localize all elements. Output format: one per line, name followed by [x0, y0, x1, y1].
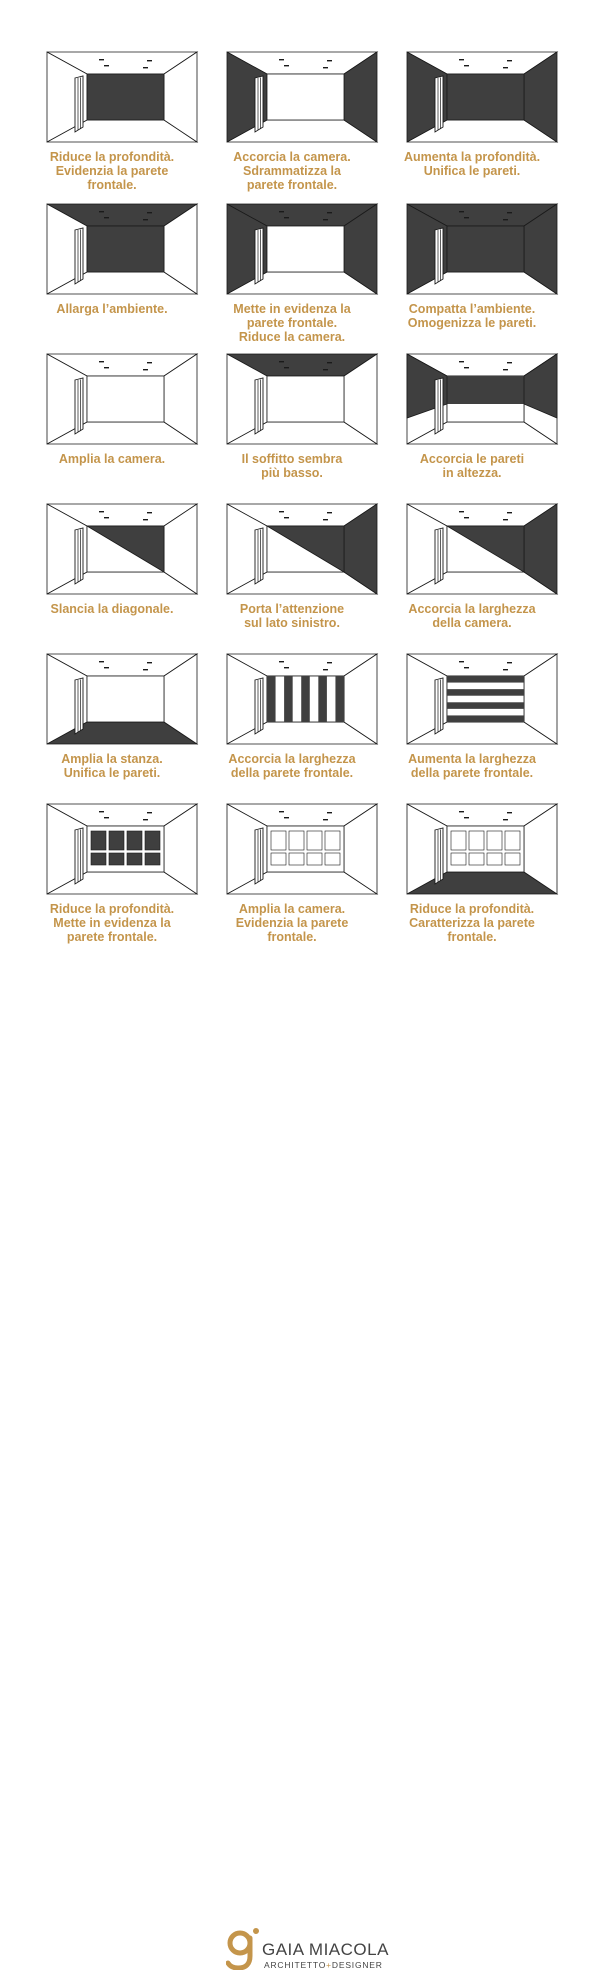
room-caption: Compatta l’ambiente. Omogenizza le pareti. — [407, 302, 537, 330]
door-icon — [255, 228, 263, 284]
ceiling-light-icon — [327, 362, 332, 363]
brand-name: GAIA MIACOLA — [262, 1940, 389, 1959]
room-diagram-grid — [0, 0, 612, 960]
wall-panel — [307, 831, 322, 850]
room-caption: Il soffitto sembra più basso. — [241, 452, 343, 480]
back-wall — [267, 74, 344, 120]
wall-panel — [127, 853, 142, 865]
room-caption: Mette in evidenza la parete frontale. Riduce la camera. — [233, 302, 351, 344]
ceiling-light-icon — [147, 212, 152, 213]
back-wall — [447, 676, 524, 722]
room-diagram-1 — [10, 0, 214, 192]
ceiling-light-icon — [327, 662, 332, 663]
wall-panel — [271, 831, 286, 850]
ceiling-light-icon — [323, 669, 328, 670]
door-icon — [435, 76, 443, 132]
room-diagram-10 — [10, 452, 214, 616]
room-illustration — [227, 654, 377, 744]
ceiling-light-icon — [104, 367, 109, 368]
room-caption: Accorcia le pareti in altezza. — [419, 452, 525, 480]
ceiling-light-icon — [284, 667, 289, 668]
room-diagram-17 — [190, 752, 394, 944]
room-diagram-16 — [10, 752, 214, 944]
wall-panel — [325, 853, 340, 865]
brand-sub-separator: + — [326, 1960, 332, 1970]
door-icon — [255, 76, 263, 132]
back-wall — [87, 376, 164, 422]
door-icon — [75, 678, 83, 734]
door-icon — [75, 828, 83, 884]
ceiling-light-icon — [459, 511, 464, 512]
ceiling-light-icon — [147, 60, 152, 61]
room-diagram-12 — [370, 452, 574, 630]
wall-panel — [325, 831, 340, 850]
ceiling-light-icon — [284, 817, 289, 818]
room-caption: Amplia la stanza. Unifica le pareti. — [61, 752, 163, 780]
room-diagram-14 — [190, 602, 394, 780]
ceiling-light-icon — [99, 361, 104, 362]
brand-subtitle — [264, 1960, 383, 1970]
wall-panel — [487, 853, 502, 865]
ceiling-light-icon — [104, 667, 109, 668]
door-icon — [255, 828, 263, 884]
wall-panel — [505, 853, 520, 865]
ceiling-light-icon — [464, 367, 469, 368]
door-icon — [255, 528, 263, 584]
brand-logo-icon — [226, 1926, 262, 1970]
room-illustration — [47, 52, 197, 142]
wall-panel — [451, 831, 466, 850]
ceiling-light-icon — [323, 369, 328, 370]
ceiling-light-icon — [143, 67, 148, 68]
room-diagram-15 — [370, 602, 574, 780]
vertical-stripe — [267, 676, 276, 722]
ceiling-light-icon — [143, 819, 148, 820]
room-illustration — [407, 654, 557, 744]
ceiling-light-icon — [279, 211, 284, 212]
ceiling-light-icon — [464, 65, 469, 66]
room-diagram-13 — [10, 602, 214, 780]
room-caption: Slancia la diagonale. — [50, 602, 174, 616]
back-wall — [267, 226, 344, 272]
room-illustration — [227, 204, 377, 294]
door-icon — [435, 678, 443, 734]
ceiling-light-icon — [459, 361, 464, 362]
room-illustration — [47, 804, 197, 894]
door-icon — [75, 76, 83, 132]
door-icon — [75, 378, 83, 434]
room-caption: Porta l’attenzione sul lato sinistro. — [239, 602, 345, 630]
brand-sub-left: ARCHITETTO — [264, 1960, 327, 1970]
ceiling-light-icon — [143, 369, 148, 370]
ceiling-light-icon — [507, 812, 512, 813]
ceiling-light-icon — [99, 59, 104, 60]
room-caption: Aumenta la profondità. Unifica le pareti. — [403, 150, 541, 178]
ceiling-light-icon — [147, 362, 152, 363]
room-diagram-7 — [10, 302, 214, 466]
wall-panel — [289, 853, 304, 865]
wall-panel — [451, 853, 466, 865]
ceiling-light-icon — [99, 511, 104, 512]
ceiling-light-icon — [503, 67, 508, 68]
ceiling-light-icon — [143, 669, 148, 670]
ceiling-light-icon — [507, 662, 512, 663]
ceiling-light-icon — [464, 217, 469, 218]
room-diagram-3 — [370, 0, 574, 178]
vertical-stripe — [284, 676, 293, 722]
room-illustration — [407, 204, 557, 294]
wall-panel — [469, 853, 484, 865]
ceiling-light-icon — [323, 819, 328, 820]
horizontal-stripe — [447, 715, 524, 722]
wall-panel — [109, 831, 124, 850]
ceiling-light-icon — [104, 817, 109, 818]
back-wall — [87, 676, 164, 722]
horizontal-stripe — [447, 689, 524, 696]
ceiling-light-icon — [279, 59, 284, 60]
room-illustration — [47, 654, 197, 744]
wall-panel — [109, 853, 124, 865]
ceiling-light-icon — [284, 517, 289, 518]
room-caption: Accorcia la larghezza della camera. — [408, 602, 536, 630]
ceiling-light-icon — [143, 219, 148, 220]
ceiling-light-icon — [323, 219, 328, 220]
room-illustration — [227, 804, 377, 894]
ceiling-light-icon — [327, 212, 332, 213]
ceiling-light-icon — [279, 361, 284, 362]
ceiling-light-icon — [503, 669, 508, 670]
wall-panel — [307, 853, 322, 865]
ceiling-light-icon — [507, 512, 512, 513]
room-caption: Amplia la camera. — [58, 452, 166, 466]
room-diagram-6 — [370, 152, 574, 330]
ceiling-light-icon — [327, 60, 332, 61]
door-icon — [435, 528, 443, 584]
ceiling-light-icon — [284, 367, 289, 368]
ceiling-light-icon — [464, 667, 469, 668]
ceiling-light-icon — [99, 211, 104, 212]
ceiling-light-icon — [464, 517, 469, 518]
wall-panel — [289, 831, 304, 850]
ceiling-light-icon — [99, 811, 104, 812]
wall-panel — [271, 853, 286, 865]
room-illustration — [407, 804, 557, 894]
ceiling-light-icon — [507, 362, 512, 363]
wall-panel — [91, 853, 106, 865]
room-diagram-2 — [190, 0, 394, 192]
room-illustration — [227, 52, 377, 142]
room-caption: Riduce la profondità. Mette in evidenza la parete frontale. — [49, 902, 175, 944]
room-caption: Aumenta la larghezza della parete frontale. — [408, 752, 536, 780]
wall-panel — [145, 853, 160, 865]
ceiling-light-icon — [147, 512, 152, 513]
room-illustration — [407, 52, 557, 142]
wall-panel — [145, 831, 160, 850]
ceiling-light-icon — [323, 67, 328, 68]
ceiling-light-icon — [459, 811, 464, 812]
room-illustration — [47, 204, 197, 294]
ceiling-light-icon — [459, 59, 464, 60]
ceiling-light-icon — [104, 517, 109, 518]
room-caption: Amplia la camera. Evidenzia la parete frontale. — [235, 902, 349, 944]
ceiling-light-icon — [147, 662, 152, 663]
room-caption: Riduce la profondità. Caratterizza la parete frontale. — [409, 902, 535, 944]
ceiling-light-icon — [503, 519, 508, 520]
room-caption: Accorcia la larghezza della parete frontale. — [228, 752, 356, 780]
ceiling-light-icon — [464, 817, 469, 818]
vertical-stripe — [301, 676, 310, 722]
back-wall-band — [447, 376, 524, 404]
horizontal-stripe — [447, 676, 524, 683]
room-diagram-18 — [370, 752, 574, 944]
room-illustration — [407, 504, 557, 594]
room-diagram-4 — [10, 152, 214, 316]
ceiling-light-icon — [323, 519, 328, 520]
room-illustration — [407, 354, 557, 444]
back-wall — [87, 74, 164, 120]
vertical-stripe — [335, 676, 344, 722]
door-icon — [75, 528, 83, 584]
ceiling-light-icon — [279, 811, 284, 812]
room-illustration — [47, 354, 197, 444]
room-caption: Allarga l’ambiente. — [56, 302, 168, 316]
room-diagram-5 — [190, 152, 394, 344]
wall-panel — [487, 831, 502, 850]
room-caption: Riduce la profondità. Evidenzia la parete frontale. — [49, 150, 175, 192]
room-illustration — [47, 504, 197, 594]
ceiling-light-icon — [507, 60, 512, 61]
ceiling-light-icon — [279, 511, 284, 512]
vertical-stripe — [318, 676, 327, 722]
wall-panel — [505, 831, 520, 850]
back-wall — [447, 226, 524, 272]
ceiling-light-icon — [459, 211, 464, 212]
wall-panel — [469, 831, 484, 850]
ceiling-light-icon — [507, 212, 512, 213]
ceiling-light-icon — [459, 661, 464, 662]
wall-panel — [127, 831, 142, 850]
brand-sub-right: DESIGNER — [331, 1960, 383, 1970]
ceiling-light-icon — [503, 219, 508, 220]
door-icon — [75, 228, 83, 284]
ceiling-light-icon — [327, 812, 332, 813]
door-icon — [255, 378, 263, 434]
ceiling-light-icon — [143, 519, 148, 520]
room-diagram-8 — [190, 302, 394, 480]
door-icon — [255, 678, 263, 734]
room-illustration — [227, 504, 377, 594]
ceiling-light-icon — [104, 65, 109, 66]
brand-footer — [0, 962, 612, 1970]
ceiling-light-icon — [104, 217, 109, 218]
door-icon — [435, 828, 443, 884]
back-wall — [447, 74, 524, 120]
ceiling-light-icon — [284, 65, 289, 66]
ceiling-light-icon — [279, 661, 284, 662]
wall-panel — [91, 831, 106, 850]
back-wall — [267, 376, 344, 422]
ceiling-light-icon — [503, 369, 508, 370]
horizontal-stripe — [447, 702, 524, 709]
ceiling-light-icon — [327, 512, 332, 513]
door-icon — [435, 378, 443, 434]
ceiling-light-icon — [284, 217, 289, 218]
ceiling-light-icon — [147, 812, 152, 813]
ceiling-light-icon — [99, 661, 104, 662]
room-diagram-9 — [370, 302, 574, 480]
room-caption: Accorcia la camera. Sdrammatizza la parete frontale. — [233, 150, 351, 192]
ceiling-light-icon — [503, 819, 508, 820]
room-diagram-11 — [190, 452, 394, 630]
room-illustration — [227, 354, 377, 444]
door-icon — [435, 228, 443, 284]
back-wall — [87, 226, 164, 272]
